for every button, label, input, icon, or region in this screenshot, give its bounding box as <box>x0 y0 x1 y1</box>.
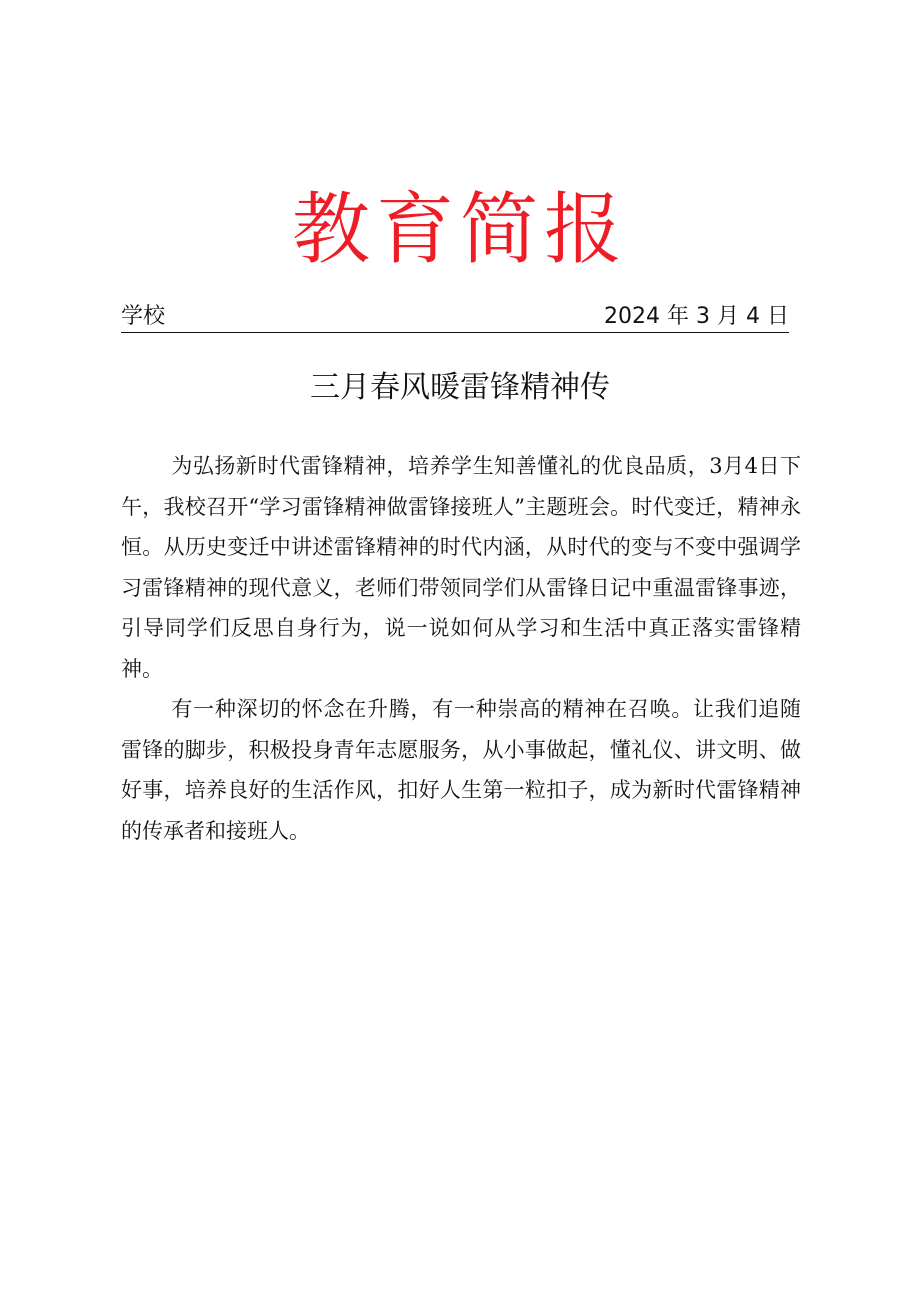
meta-line <box>121 302 789 333</box>
school-label: 学校 <box>121 304 166 329</box>
article-paragraph: 为弘扬新时代雷锋精神，培养学生知善懂礼的优良品质，3月4日下午，我校召开“学习雷锋精神做雷锋接班人”主题班会。时代变迁，精神永恒。从历史变迁中讲述雷锋精神的时代内涵，从时代的变与不变中强调学习雷锋精神的现代意义，老师们带领同学们从雷锋日记中重温雷锋事迹，引导同学们反思自身行为，说一说如何从学习和生活中真正落实雷锋精神。 <box>121 454 801 681</box>
article-body <box>121 446 801 851</box>
newsletter-masthead: 教育简报 <box>291 185 628 275</box>
article-paragraph: 有一种深切的怀念在升腾，有一种崇高的精神在召唤。让我们追随雷锋的脚步，积极投身青年志愿服务，从小事做起，懂礼仪、讲文明、做好事，培养良好的生活作风，扣好人生第一粒扣子，成为新时代雷锋精神的传承者和接班人。 <box>121 697 801 843</box>
article-headline: 三月春风暖雷锋精神传 <box>310 370 610 405</box>
issue-date: 2024 年 3 月 4 日 <box>604 304 789 329</box>
